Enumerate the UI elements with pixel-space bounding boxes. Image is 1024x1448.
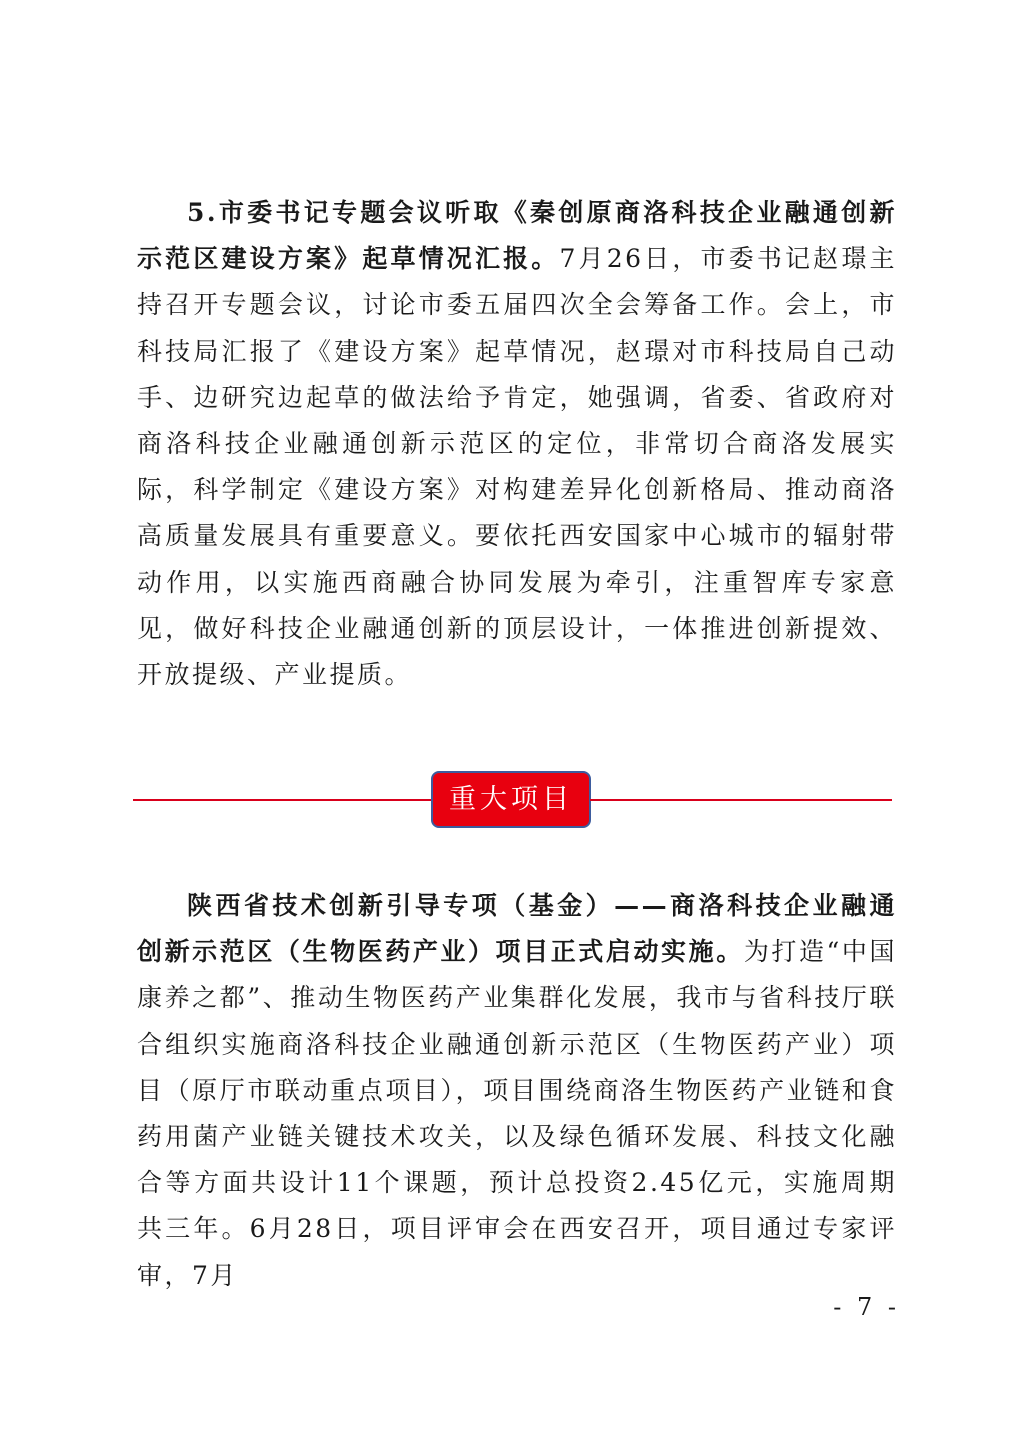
paragraph-meeting-report	[137, 190, 897, 698]
paragraph-major-project	[137, 883, 897, 1299]
paragraph-heading: 陕西省技术创新引导专项（基金）——商洛科技企业融通创新示范区（生物医药产业）项目正式启动实施。	[137, 891, 897, 967]
paragraph-body: 7月26日，市委书记赵璟主持召开专题会议，讨论市委五届四次全会筹备工作。会上，市科技局汇报了《建设方案》起草情况，赵璟对市科技局自己动手、边研究边起草的做法给予肯定，她强调，省委、省政府对商洛科技企业融通创新示范区的定位，非常切合商洛发展实际，科学制定《建设方案》对构建差异化创新格局、推动商洛高质量发展具有重要意义。要依托西安国家中心城市的辐射带动作用，以实施西商融合协同发展为牵引，注重智库专家意见，做好科技企业融通创新的顶层设计，一体推进创新提效、开放提级、产业提质。	[137, 244, 897, 690]
section-banner: 重大项目	[431, 771, 591, 828]
page-number: - 7 -	[833, 1293, 900, 1321]
divider-left	[133, 799, 432, 801]
paragraph-body: 为打造“中国康养之都”、推动生物医药产业集群化发展，我市与省科技厅联合组织实施商洛科技企业融通创新示范区（生物医药产业）项目（原厅市联动重点项目），项目围绕商洛生物医药产业链和食药用菌产业链关键技术攻关，以及绿色循环发展、科技文化融合等方面共设计11个课题，预计总投资2.45亿元，实施周期共三年。6月28日，项目评审会在西安召开，项目通过专家评审，7月	[137, 937, 898, 1290]
paragraph-heading: 5.市委书记专题会议听取《秦创原商洛科技企业融通创新示范区建设方案》起草情况汇报。	[137, 198, 897, 274]
divider-right	[590, 799, 892, 801]
